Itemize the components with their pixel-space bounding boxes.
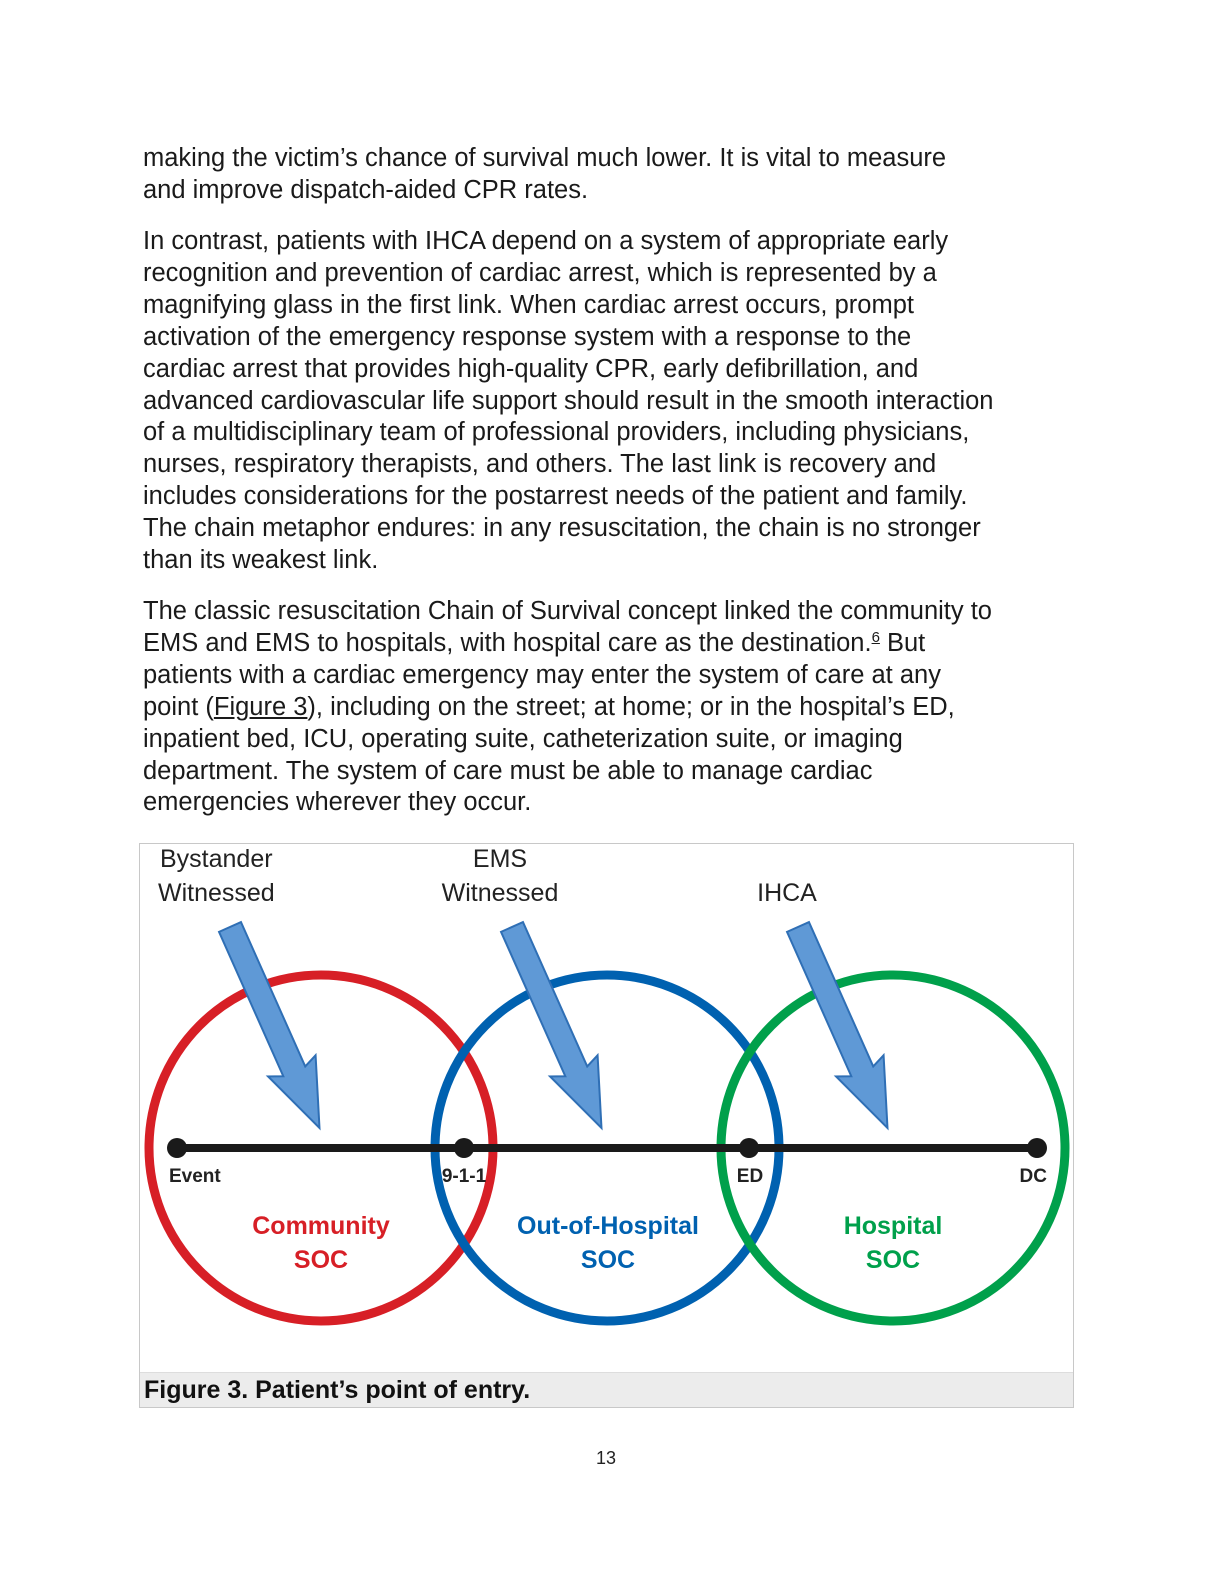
hospital-soc-label-line1: Hospital — [843, 1212, 943, 1240]
text-line: department. The system of care must be able to manage cardiac — [143, 756, 873, 785]
text-line — [143, 692, 1083, 724]
text-line: and improve dispatch-aided CPR rates. — [143, 175, 589, 204]
entry-label-bystander-line2: Witnessed — [158, 879, 275, 907]
text-segment: But — [879, 628, 926, 657]
text-segment: EMS and EMS to hospitals, with hospital care as the destination. — [143, 628, 872, 657]
text-line: includes considerations for the postarrest needs of the patient and family. — [143, 482, 968, 511]
figure-3-link[interactable]: Figure 3 — [213, 692, 308, 721]
figure-caption: Figure 3. Patient’s point of entry. — [140, 1372, 1073, 1407]
entry-label-ems-line2: Witnessed — [441, 879, 559, 907]
text-line: recognition and prevention of cardiac arrest, which is represented by a — [143, 258, 937, 287]
text-line: The chain metaphor endures: in any resuscitation, the chain is no stronger — [143, 514, 981, 543]
text-line: of a multidisciplinary team of professional providers, including physicians, — [143, 418, 970, 447]
paragraph-3 — [143, 596, 1083, 819]
paragraph-2 — [143, 226, 1083, 577]
out-of-hospital-soc-label-line2: SOC — [580, 1246, 636, 1274]
text-line — [143, 628, 1083, 660]
figure-patient-entry — [139, 843, 1074, 1408]
bystander-entry-arrow-icon — [206, 916, 343, 1138]
entry-label-ihca: IHCA — [757, 879, 817, 907]
text-segment: ), including on the street; at home; or in the hospital’s ED, — [307, 692, 955, 721]
text-line: advanced cardiovascular life support should result in the smooth interaction — [143, 386, 994, 415]
ems-entry-arrow-icon — [488, 916, 625, 1138]
timeline-label-ed: ED — [736, 1166, 764, 1187]
timeline-label-911: 9-1-1 — [441, 1166, 487, 1187]
text-line: The classic resuscitation Chain of Survival concept linked the community to — [143, 597, 992, 625]
text-line: making the victim’s chance of survival much lower. It is vital to measure — [143, 144, 947, 172]
text-line: emergencies wherever they occur. — [143, 788, 532, 817]
ihca-entry-arrow-icon — [774, 916, 911, 1138]
timeline-label-dc: DC — [1019, 1166, 1047, 1187]
timeline-point-ed — [739, 1138, 759, 1158]
text-line: patients with a cardiac emergency may enter the system of care at any — [143, 660, 941, 689]
text-line: activation of the emergency response system with a response to the — [143, 322, 912, 351]
text-line: than its weakest link. — [143, 546, 379, 575]
timeline-point-dc — [1027, 1138, 1047, 1158]
timeline-point-event — [167, 1138, 187, 1158]
text-line: In contrast, patients with IHCA depend on a system of appropriate early — [143, 227, 949, 255]
footnote-link[interactable]: 6 — [871, 628, 880, 646]
paragraph-1 — [143, 143, 1083, 207]
hospital-soc-label-line2: SOC — [865, 1246, 921, 1274]
text-line: cardiac arrest that provides high-quality CPR, early defibrillation, and — [143, 354, 919, 383]
page-number: 13 — [595, 1448, 617, 1468]
community-soc-label-line1: Community — [252, 1212, 390, 1240]
timeline-label-event: Event — [169, 1166, 221, 1187]
systems-of-care-diagram — [140, 844, 1073, 1374]
timeline-point-911 — [454, 1138, 474, 1158]
text-line: inpatient bed, ICU, operating suite, catheterization suite, or imaging — [143, 724, 903, 753]
community-soc-label-line2: SOC — [293, 1246, 349, 1274]
text-line: nurses, respiratory therapists, and others. The last link is recovery and — [143, 450, 937, 479]
text-segment: point ( — [143, 692, 214, 721]
out-of-hospital-soc-label-line1: Out-of-Hospital — [517, 1212, 699, 1240]
entry-label-bystander-line1: Bystander — [160, 845, 273, 873]
text-line: magnifying glass in the first link. When cardiac arrest occurs, prompt — [143, 290, 914, 319]
entry-label-ems-line1: EMS — [472, 845, 528, 873]
